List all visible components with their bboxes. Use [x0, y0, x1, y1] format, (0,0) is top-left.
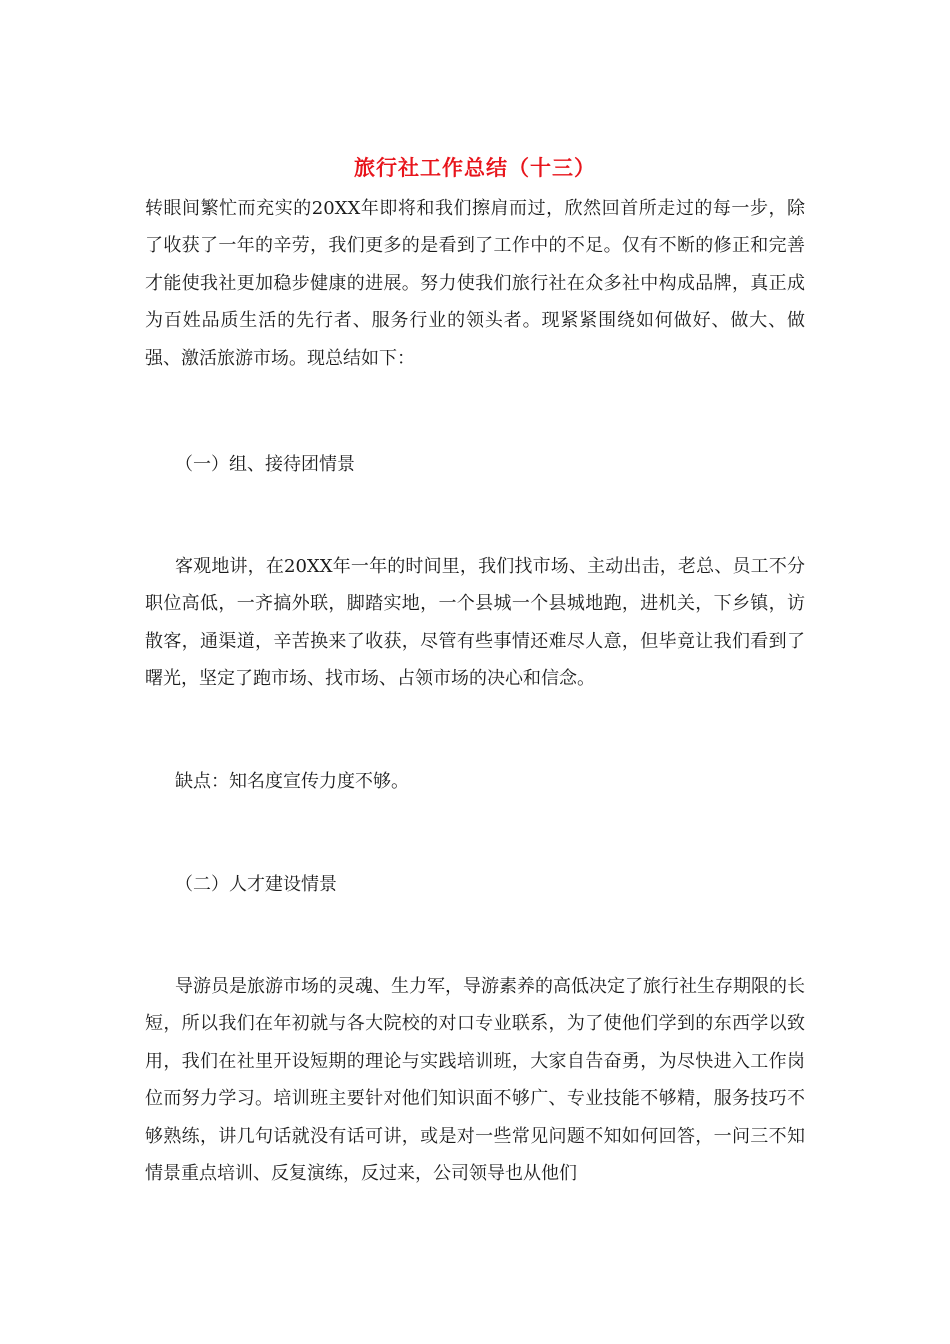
section-1-paragraph: 客观地讲，在20XX年一年的时间里，我们找市场、主动出击，老总、员工不分职位高低，一齐搞外联，脚踏实地，一个县城一个县城地跑，进机关，下乡镇，访散客，通渠道，辛苦换来了收获，尽管有些事情还难尽人意，但毕竟让我们看到了曙光，坚定了跑市场、找市场、占领市场的决心和信念。 — [145, 556, 805, 690]
intro-paragraph: 转眼间繁忙而充实的20XX年即将和我们擦肩而过，欣然回首所走过的每一步，除了收获了一年的辛劳，我们更多的是看到了工作中的不足。仅有不断的修正和完善才能使我社更加稳步健康的进展。努力使我们旅行社在众多社中构成品牌，真正成为百姓品质生活的先行者、服务行业的领头者。现紧紧围绕如何做好、做大、做强、激活旅游市场。现总结如下： — [145, 198, 805, 369]
document-title: 旅行社工作总结（十三） — [354, 155, 596, 180]
section-2-heading: （二）人才建设情景 — [175, 874, 337, 895]
section-1-shortcoming: 缺点：知名度宣传力度不够。 — [175, 771, 409, 792]
section-1-heading: （一）组、接待团情景 — [175, 454, 355, 475]
section-2-paragraph: 导游员是旅游市场的灵魂、生力军，导游素养的高低决定了旅行社生存期限的长短，所以我们在年初就与各大院校的对口专业联系，为了使他们学到的东西学以致用，我们在社里开设短期的理论与实践培训班，大家自告奋勇，为尽快进入工作岗位而努力学习。培训班主要针对他们知识面不够广、专业技能不够精，服务技巧不够熟练，讲几句话就没有话可讲，或是对一些常见问题不知如何回答，一问三不知情景重点培训、反复演练，反过来，公司领导也从他们 — [145, 976, 805, 1185]
